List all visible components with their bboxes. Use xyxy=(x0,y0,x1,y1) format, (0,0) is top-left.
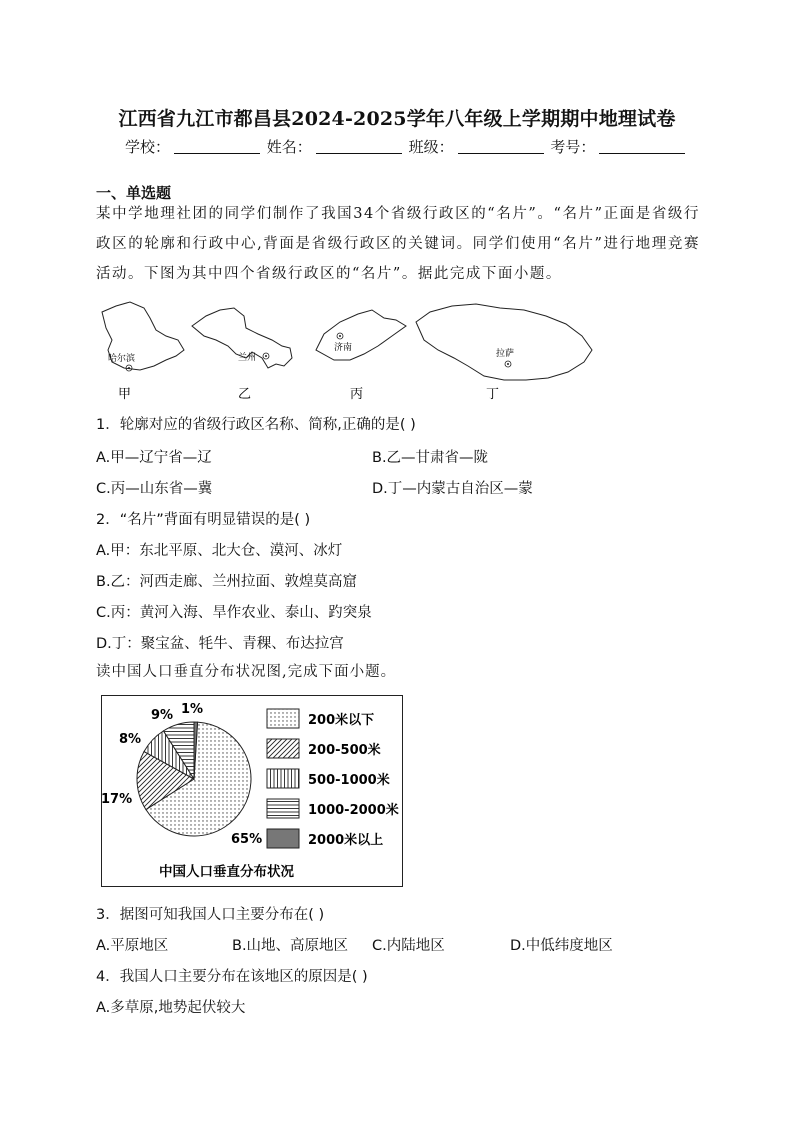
province-cards-figure xyxy=(96,296,708,404)
card-label-1: 乙 xyxy=(238,387,252,402)
q1-option-c[interactable]: C.丙—山东省—冀 xyxy=(96,481,213,497)
city-label-3: 拉萨 xyxy=(496,349,515,359)
q3-option-a[interactable]: A.平原地区 xyxy=(96,938,169,954)
school-blank[interactable] xyxy=(174,139,260,154)
name-label: 姓名： xyxy=(266,138,312,156)
pie-slices xyxy=(137,722,251,836)
class-blank[interactable] xyxy=(458,139,544,154)
card-label-0: 甲 xyxy=(118,387,132,402)
legend-swatch-2 xyxy=(267,769,299,788)
population-pie-chart xyxy=(101,695,403,887)
city-label-0: 哈尔滨 xyxy=(108,354,136,364)
legend-label-1: 200-500米 xyxy=(308,743,381,758)
q4-stem: 4．我国人口主要分布在该地区的原因是( ) xyxy=(96,969,368,985)
name-blank[interactable] xyxy=(316,139,402,154)
legend-label-4: 2000米以上 xyxy=(308,833,384,848)
legend-label-0: 200米以下 xyxy=(308,713,375,728)
legend-label-3: 1000-2000米 xyxy=(308,803,399,818)
q3-option-d[interactable]: D.中低纬度地区 xyxy=(510,938,613,954)
pie-value-label-4: 1% xyxy=(181,702,204,717)
q2-option-c[interactable]: C.丙：黄河入海、旱作农业、泰山、趵突泉 xyxy=(96,605,372,621)
intro-paragraph-2: 读中国人口垂直分布状况图,完成下面小题。 xyxy=(96,664,397,680)
q3-stem: 3．据图可知我国人口主要分布在( ) xyxy=(96,907,325,923)
legend-swatch-4 xyxy=(267,829,299,848)
number-blank[interactable] xyxy=(599,139,685,154)
legend-swatch-3 xyxy=(267,799,299,818)
card-label-2: 丙 xyxy=(350,387,364,402)
legend-swatch-1 xyxy=(267,739,299,758)
student-info-row xyxy=(125,136,687,157)
q3-option-b[interactable]: B.山地、高原地区 xyxy=(232,938,349,954)
q2-option-d[interactable]: D.丁：聚宝盆、牦牛、青稞、布达拉宫 xyxy=(96,636,344,652)
city-label-1: 兰州 xyxy=(238,353,257,363)
city-label-2: 济南 xyxy=(334,343,353,353)
q2-stem: 2．“名片”背面有明显错误的是( ) xyxy=(96,512,311,528)
pie-value-label-2: 8% xyxy=(119,732,142,747)
pie-value-label-1: 17% xyxy=(101,792,133,807)
q1-option-a[interactable]: A.甲—辽宁省—辽 xyxy=(96,450,212,466)
chart-title: 中国人口垂直分布状况 xyxy=(159,864,294,880)
outline-ding xyxy=(416,304,592,380)
intro-paragraph-1: 某中学地理社团的同学们制作了我国34个省级行政区的“名片”。“名片”正面是省级行政区的轮廓和行政中心,背面是省级行政区的关键词。同学们使用“名片”进行地理竞赛活动。下图为其中四个省级行政区的“名片”。据此完成下面小题。 xyxy=(96,206,700,282)
class-label: 班级： xyxy=(408,138,454,156)
q1-option-d[interactable]: D.丁—内蒙古自治区—蒙 xyxy=(372,481,533,497)
outline-bing xyxy=(316,310,406,360)
school-label: 学校： xyxy=(125,138,171,156)
section-heading: 一、单选题 xyxy=(96,184,172,202)
q2-option-b[interactable]: B.乙：河西走廊、兰州拉面、敦煌莫高窟 xyxy=(96,574,358,590)
q3-option-c[interactable]: C.内陆地区 xyxy=(372,938,445,954)
page-title: 江西省九江市都昌县2024-2025学年八年级上学期期中地理试卷 xyxy=(118,108,676,130)
pie-value-label-0: 65% xyxy=(231,832,263,847)
q1-stem: 1．轮廓对应的省级行政区名称、简称,正确的是( ) xyxy=(96,417,416,433)
q4-option-a[interactable]: A.多草原,地势起伏较大 xyxy=(96,1000,246,1016)
legend-label-2: 500-1000米 xyxy=(308,773,390,788)
pie-value-label-3: 9% xyxy=(151,708,174,723)
legend-swatch-0 xyxy=(267,709,299,728)
number-label: 考号： xyxy=(550,138,596,156)
card-label-3: 丁 xyxy=(486,387,500,402)
q1-option-b[interactable]: B.乙—甘肃省—陇 xyxy=(372,450,489,466)
q2-option-a[interactable]: A.甲：东北平原、北大仓、漠河、冰灯 xyxy=(96,543,343,559)
